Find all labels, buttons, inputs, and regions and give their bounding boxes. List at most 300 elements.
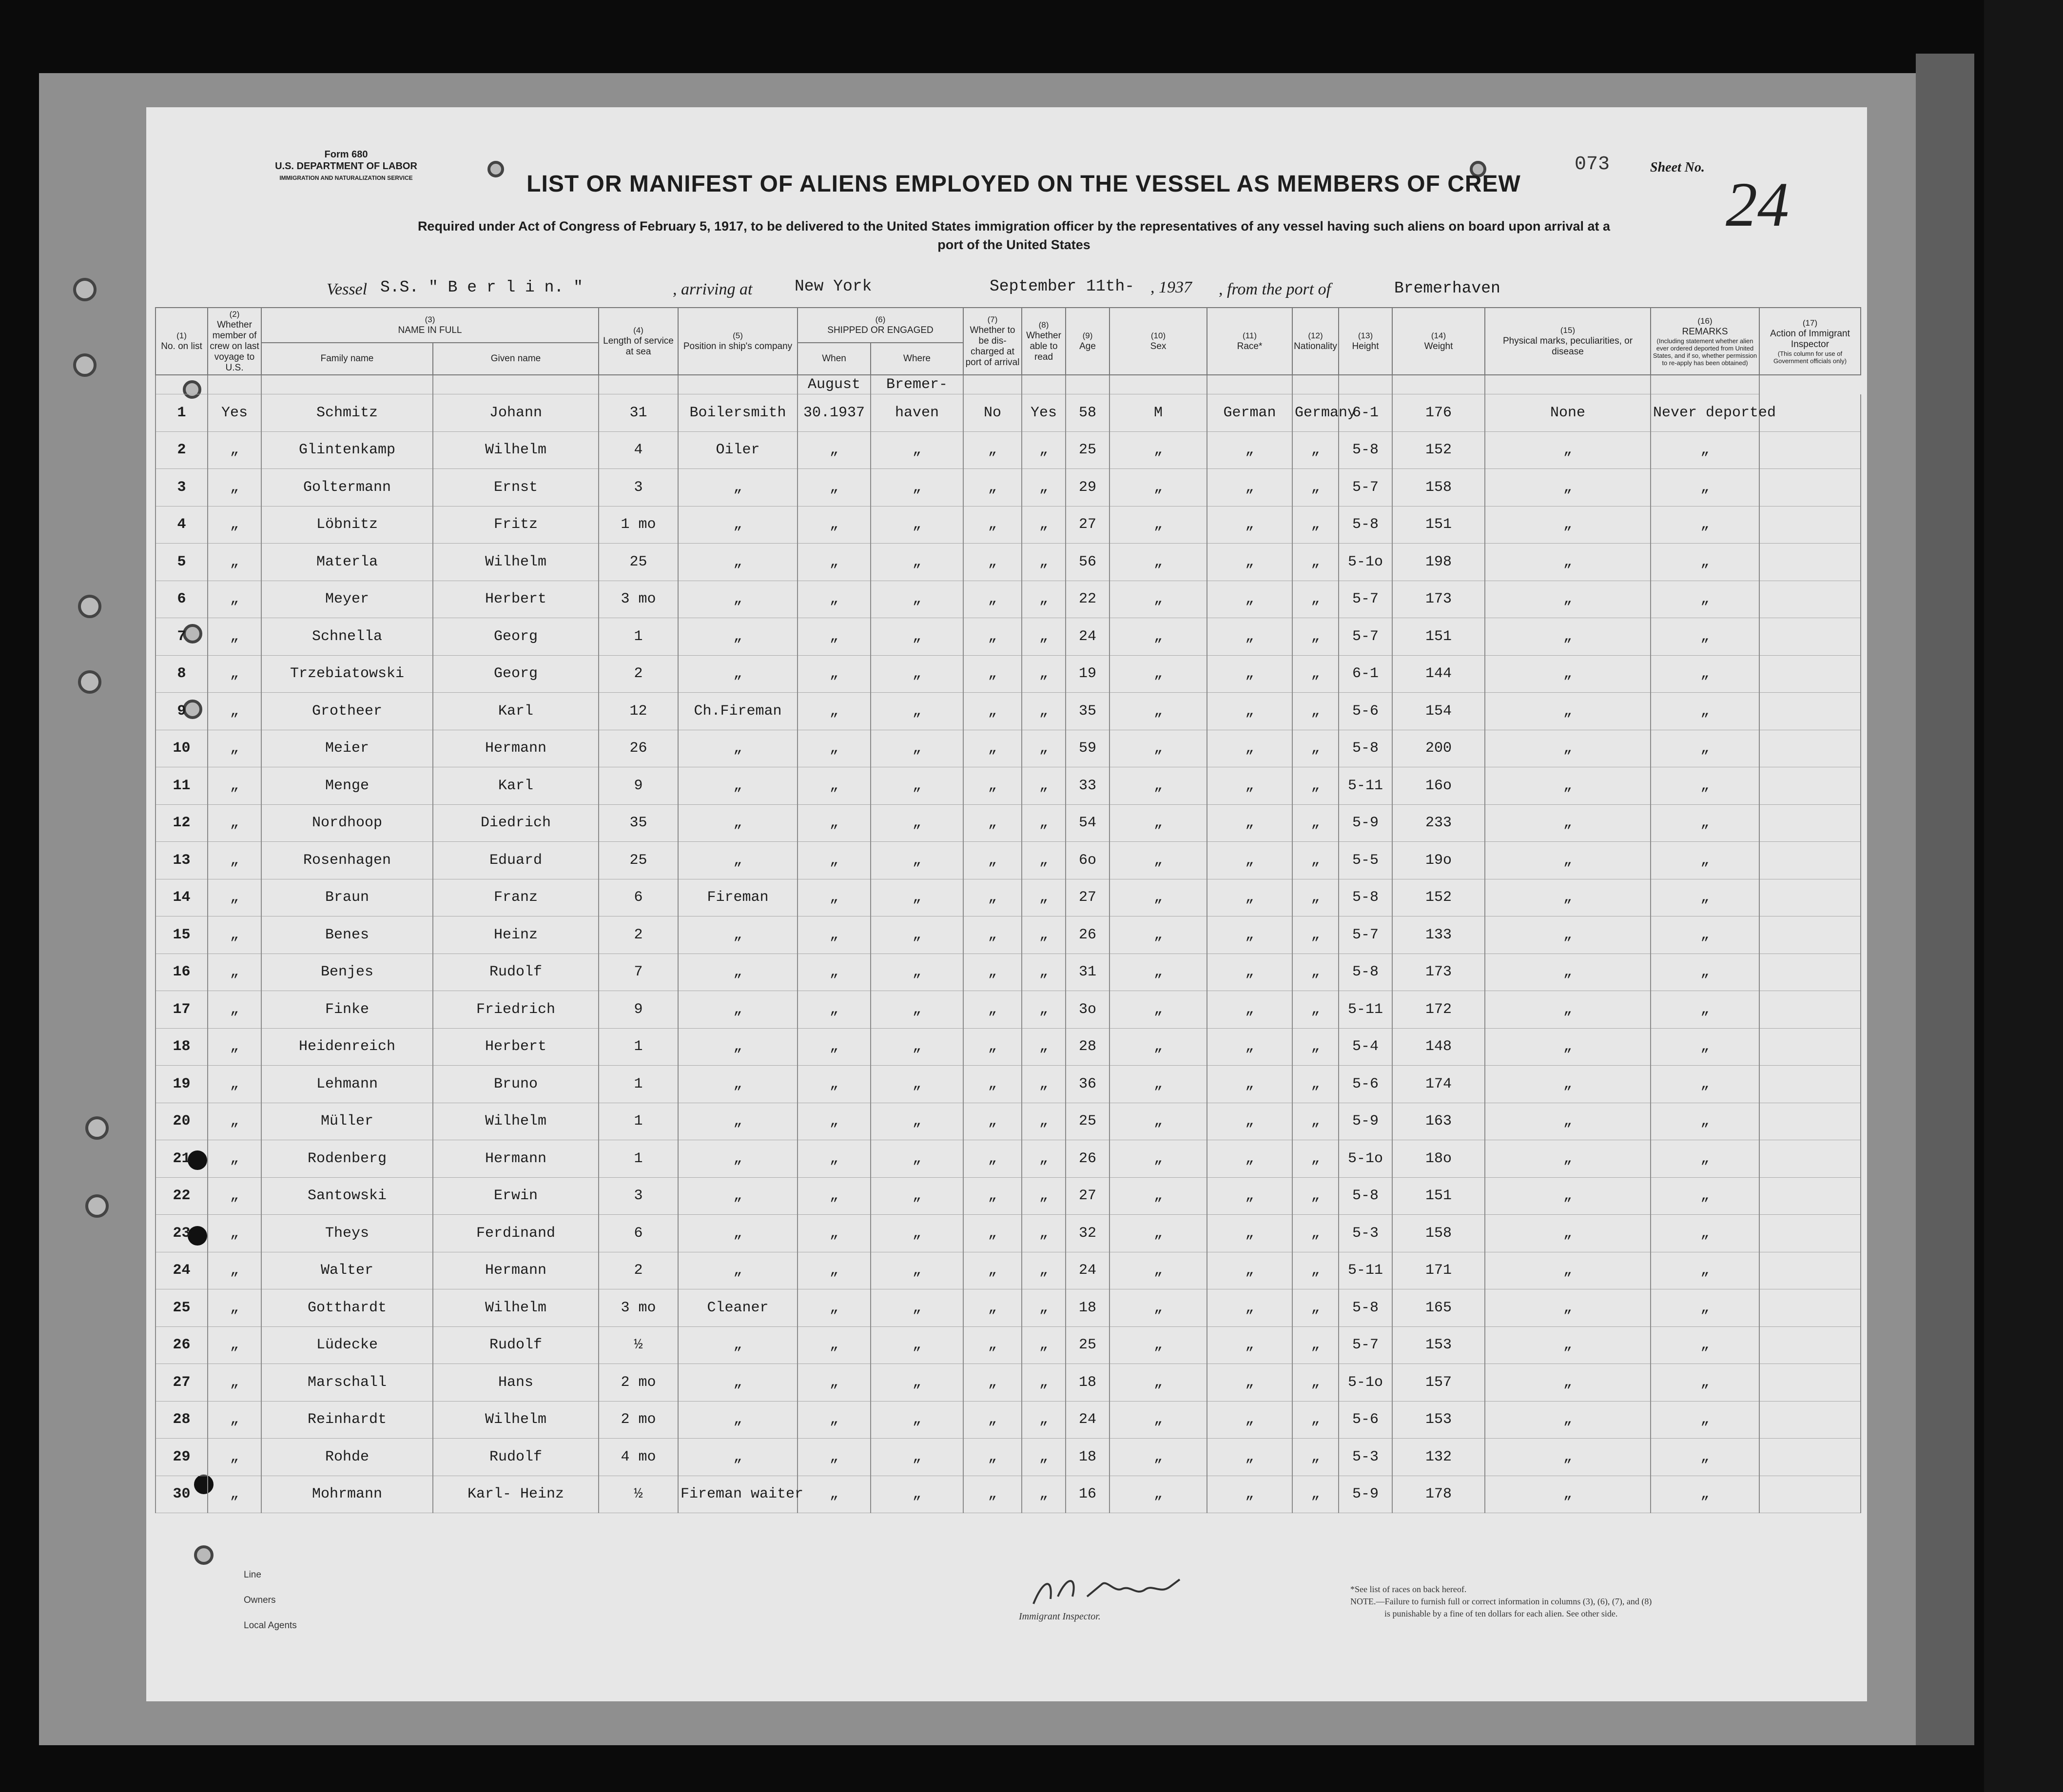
cell-marks: „ — [1485, 1140, 1651, 1178]
cell-no: 29 — [156, 1439, 208, 1476]
cell-disch: „ — [963, 655, 1022, 693]
cell-where: „ — [871, 1289, 963, 1327]
cell-height: 5-1o — [1339, 1140, 1392, 1178]
cell-weight: 153 — [1392, 1401, 1485, 1439]
cell-remarks: „ — [1651, 730, 1759, 767]
cell-where: „ — [871, 1364, 963, 1402]
cell-race: „ — [1207, 1252, 1292, 1289]
cell-given: Johann — [433, 394, 599, 432]
cell-when: „ — [798, 618, 871, 656]
cell-given: Heinz — [433, 916, 599, 954]
cell-remarks: „ — [1651, 1289, 1759, 1327]
cell-prev: „ — [208, 1177, 261, 1215]
cell-disch: „ — [963, 916, 1022, 954]
cell-position: Cleaner — [678, 1289, 798, 1327]
cell-height: 5-8 — [1339, 1177, 1392, 1215]
agents-label: Local Agents — [244, 1620, 297, 1631]
cell-age: 22 — [1066, 581, 1109, 618]
cell-weight: 165 — [1392, 1289, 1485, 1327]
cell-weight: 151 — [1392, 1177, 1485, 1215]
table-row — [156, 991, 1861, 1029]
cell-marks: „ — [1485, 544, 1651, 581]
cell-remarks: „ — [1651, 581, 1759, 618]
cell-prev: „ — [208, 581, 261, 618]
cell-disch: „ — [963, 879, 1022, 916]
cell-sex: „ — [1109, 1177, 1207, 1215]
cell-no: 6 — [156, 581, 208, 618]
cell-height: 6-1 — [1339, 655, 1392, 693]
cell-race: „ — [1207, 1028, 1292, 1066]
cell-no: 23 — [156, 1215, 208, 1252]
cell-no: 14 — [156, 879, 208, 916]
cell-race: „ — [1207, 431, 1292, 469]
cell-weight: 157 — [1392, 1364, 1485, 1402]
cell-given: Hermann — [433, 730, 599, 767]
cell-when: „ — [798, 1177, 871, 1215]
cell-family: Materla — [261, 544, 433, 581]
cell-family: Lüdecke — [261, 1326, 433, 1364]
cell-sex: „ — [1109, 581, 1207, 618]
arrival-year: , 1937 — [1150, 278, 1192, 296]
cell-disch: „ — [963, 581, 1022, 618]
table-row — [156, 954, 1861, 991]
col-header-family-name: Family name — [261, 343, 433, 375]
arrival-date: September 11th- — [990, 277, 1135, 295]
cell-height: 5-11 — [1339, 767, 1392, 805]
cell-sex: „ — [1109, 1066, 1207, 1103]
table-row — [156, 1140, 1861, 1178]
cell-disch: „ — [963, 544, 1022, 581]
table-row — [156, 1364, 1861, 1402]
cell-marks: „ — [1485, 618, 1651, 656]
cell-weight: 151 — [1392, 618, 1485, 656]
cell-no: 7 — [156, 618, 208, 656]
cell-given: Wilhelm — [433, 1103, 599, 1140]
col-header-prev-voyage: (2) Whether member of crew on last voyage to U.S. — [208, 308, 261, 375]
cell-remarks: „ — [1651, 1364, 1759, 1402]
cell-position: Boilersmith — [678, 394, 798, 432]
cell-where: „ — [871, 506, 963, 544]
cell-marks: „ — [1485, 1103, 1651, 1140]
cell-where: „ — [871, 1028, 963, 1066]
cell-family: Gotthardt — [261, 1289, 433, 1327]
cell-remarks: „ — [1651, 544, 1759, 581]
cell-family: Rohde — [261, 1439, 433, 1476]
cell-prev: „ — [208, 431, 261, 469]
cell-height: 5-7 — [1339, 581, 1392, 618]
col-header-where: Where — [871, 343, 963, 375]
cell-family: Rosenhagen — [261, 842, 433, 879]
dark-margin — [1984, 0, 2063, 1792]
cell-race: „ — [1207, 1103, 1292, 1140]
cell-height: 5-6 — [1339, 693, 1392, 730]
cell-sex: „ — [1109, 804, 1207, 842]
cell-action — [1759, 1326, 1861, 1364]
cell-sex: „ — [1109, 916, 1207, 954]
cell-family: Nordhoop — [261, 804, 433, 842]
cell-marks: „ — [1485, 1326, 1651, 1364]
cell-disch: „ — [963, 730, 1022, 767]
cell-height: 5-7 — [1339, 916, 1392, 954]
cell-service: 31 — [599, 394, 678, 432]
cell-marks: „ — [1485, 1215, 1651, 1252]
cell-read: „ — [1022, 954, 1066, 991]
cell-given: Wilhelm — [433, 431, 599, 469]
cell-action — [1759, 1140, 1861, 1178]
cell-nat: „ — [1292, 1326, 1339, 1364]
cell-position: „ — [678, 469, 798, 506]
cell-nat: „ — [1292, 544, 1339, 581]
cell-nat: „ — [1292, 879, 1339, 916]
cell-when: „ — [798, 581, 871, 618]
cell-when: „ — [798, 1140, 871, 1178]
cell-disch: „ — [963, 1252, 1022, 1289]
table-row — [156, 879, 1861, 916]
cell-height: 5-3 — [1339, 1439, 1392, 1476]
cell-prev: „ — [208, 1103, 261, 1140]
cell-no: 3 — [156, 469, 208, 506]
cell-prev: „ — [208, 1289, 261, 1327]
cell-position: „ — [678, 1103, 798, 1140]
cell-sex: „ — [1109, 730, 1207, 767]
cell-action — [1759, 991, 1861, 1029]
cell-family: Meier — [261, 730, 433, 767]
cell-nat: „ — [1292, 1364, 1339, 1402]
cell-remarks: „ — [1651, 991, 1759, 1029]
cell-read: „ — [1022, 544, 1066, 581]
cell-prev: „ — [208, 804, 261, 842]
cell-age: 27 — [1066, 1177, 1109, 1215]
cell-given: Franz — [433, 879, 599, 916]
service: IMMIGRATION AND NATURALIZATION SERVICE — [279, 175, 413, 181]
binder-hole — [78, 595, 101, 618]
manifest-sheet — [146, 107, 1867, 1701]
cell-prev: „ — [208, 991, 261, 1029]
cell-action — [1759, 842, 1861, 879]
cell-prev: „ — [208, 1439, 261, 1476]
cell-when: „ — [798, 1326, 871, 1364]
table-row — [156, 1289, 1861, 1327]
cell-action — [1759, 1476, 1861, 1513]
cell-where: „ — [871, 879, 963, 916]
cell-race: „ — [1207, 1326, 1292, 1364]
cell-race: „ — [1207, 1476, 1292, 1513]
cell-where: „ — [871, 693, 963, 730]
cell-service: 2 mo — [599, 1364, 678, 1402]
cell-family: Grotheer — [261, 693, 433, 730]
cell-disch: „ — [963, 1177, 1022, 1215]
cell-race: German — [1207, 394, 1292, 432]
cell-sex: „ — [1109, 506, 1207, 544]
cell-family: Schnella — [261, 618, 433, 656]
form-header — [258, 149, 434, 184]
cell-weight: 152 — [1392, 431, 1485, 469]
cell-given: Georg — [433, 618, 599, 656]
subtitle — [283, 217, 1745, 254]
cell-service: 2 — [599, 1252, 678, 1289]
cell-prev: „ — [208, 544, 261, 581]
cell-given: Hermann — [433, 1140, 599, 1178]
cell-nat: „ — [1292, 1401, 1339, 1439]
cell-nat: „ — [1292, 730, 1339, 767]
cell-age: 25 — [1066, 431, 1109, 469]
cell-height: 6-1 — [1339, 394, 1392, 432]
cell-no: 20 — [156, 1103, 208, 1140]
col-header-race: (11) Race* — [1207, 308, 1292, 375]
cell-prev: „ — [208, 879, 261, 916]
cell-weight: 19o — [1392, 842, 1485, 879]
cell-read: „ — [1022, 1326, 1066, 1364]
cell-sex: „ — [1109, 431, 1207, 469]
col-header-height: (13) Height — [1339, 308, 1392, 375]
inspector-label: Immigrant Inspector. — [1019, 1611, 1101, 1622]
cell-service: ½ — [599, 1476, 678, 1513]
cell-no: 15 — [156, 916, 208, 954]
col-header-name: (3) NAME IN FULL — [261, 308, 599, 343]
cell-service: 1 — [599, 1028, 678, 1066]
cell-when: „ — [798, 730, 871, 767]
cell-family: Benjes — [261, 954, 433, 991]
cell-action — [1759, 581, 1861, 618]
cell-age: 6o — [1066, 842, 1109, 879]
cell-disch: „ — [963, 1289, 1022, 1327]
cell-marks: „ — [1485, 1476, 1651, 1513]
cell-where: „ — [871, 842, 963, 879]
cell-remarks: „ — [1651, 1028, 1759, 1066]
cell-given: Herbert — [433, 581, 599, 618]
cell-position: Fireman waiter — [678, 1476, 798, 1513]
cell-race: „ — [1207, 916, 1292, 954]
cell-height: 5-6 — [1339, 1066, 1392, 1103]
cell-age: 31 — [1066, 954, 1109, 991]
cell-no: 27 — [156, 1364, 208, 1402]
cell-marks: „ — [1485, 506, 1651, 544]
cell-given: Wilhelm — [433, 544, 599, 581]
cell-family: Walter — [261, 1252, 433, 1289]
table-row — [156, 1028, 1861, 1066]
cell-when: „ — [798, 767, 871, 805]
cell-where: „ — [871, 767, 963, 805]
cell-when: „ — [798, 1439, 871, 1476]
cell-where: „ — [871, 544, 963, 581]
cell-given: Bruno — [433, 1066, 599, 1103]
col-header-read: (8) Whether able to read — [1022, 308, 1066, 375]
cell-age: 25 — [1066, 1103, 1109, 1140]
cell-when: „ — [798, 1215, 871, 1252]
table-row — [156, 655, 1861, 693]
cell-remarks: „ — [1651, 693, 1759, 730]
cell-age: 56 — [1066, 544, 1109, 581]
cell-where: „ — [871, 1215, 963, 1252]
cell-position: „ — [678, 506, 798, 544]
table-row — [156, 394, 1861, 432]
cell-action — [1759, 469, 1861, 506]
cell-action — [1759, 1439, 1861, 1476]
cell-race: „ — [1207, 1177, 1292, 1215]
table-row — [156, 767, 1861, 805]
cell-weight: 148 — [1392, 1028, 1485, 1066]
cell-position: „ — [678, 842, 798, 879]
cell-read: Yes — [1022, 394, 1066, 432]
cell-when: 30.1937 — [798, 394, 871, 432]
cell-age: 33 — [1066, 767, 1109, 805]
cell-service: 1 — [599, 1103, 678, 1140]
cell-marks: „ — [1485, 954, 1651, 991]
cell-remarks: „ — [1651, 767, 1759, 805]
cell-where: „ — [871, 581, 963, 618]
cell-sex: „ — [1109, 1103, 1207, 1140]
cell-where: „ — [871, 991, 963, 1029]
cell-weight: 16o — [1392, 767, 1485, 805]
cell-height: 5-8 — [1339, 879, 1392, 916]
cell-prev: „ — [208, 469, 261, 506]
cell-family: Heidenreich — [261, 1028, 433, 1066]
cell-where: „ — [871, 1326, 963, 1364]
table-row — [156, 1252, 1861, 1289]
cell-weight: 144 — [1392, 655, 1485, 693]
cell-sex: „ — [1109, 842, 1207, 879]
cell-position: „ — [678, 1215, 798, 1252]
table-row — [156, 581, 1861, 618]
cell-given: Eduard — [433, 842, 599, 879]
cell-prev: „ — [208, 842, 261, 879]
cell-given: Hans — [433, 1364, 599, 1402]
punch-hole — [194, 1545, 214, 1565]
cell-height: 5-5 — [1339, 842, 1392, 879]
cell-prev: „ — [208, 1252, 261, 1289]
cell-prev: „ — [208, 1066, 261, 1103]
cell-height: 5-7 — [1339, 469, 1392, 506]
cell-race: „ — [1207, 1289, 1292, 1327]
table-row — [156, 1215, 1861, 1252]
cell-remarks: „ — [1651, 1401, 1759, 1439]
cell-age: 32 — [1066, 1215, 1109, 1252]
form-number: Form 680 — [324, 149, 368, 160]
cell-given: Wilhelm — [433, 1401, 599, 1439]
cell-where: „ — [871, 954, 963, 991]
cell-position: „ — [678, 730, 798, 767]
table-row — [156, 431, 1861, 469]
cell-disch: „ — [963, 1103, 1022, 1140]
cell-race: „ — [1207, 1364, 1292, 1402]
cell-when: „ — [798, 1401, 871, 1439]
cell-disch: „ — [963, 1140, 1022, 1178]
cell-disch: „ — [963, 991, 1022, 1029]
cell-race: „ — [1207, 804, 1292, 842]
cell-marks: „ — [1485, 879, 1651, 916]
cell-weight: 153 — [1392, 1326, 1485, 1364]
cell-action — [1759, 1401, 1861, 1439]
cell-height: 5-9 — [1339, 1103, 1392, 1140]
cell-action — [1759, 804, 1861, 842]
cell-action — [1759, 1066, 1861, 1103]
cell-age: 24 — [1066, 1252, 1109, 1289]
table-row — [156, 1401, 1861, 1439]
cell-remarks: „ — [1651, 1215, 1759, 1252]
cell-no: 28 — [156, 1401, 208, 1439]
cell-no: 25 — [156, 1289, 208, 1327]
cell-age: 27 — [1066, 879, 1109, 916]
cell-given: Erwin — [433, 1177, 599, 1215]
cell-family: Marschall — [261, 1364, 433, 1402]
cell-remarks: „ — [1651, 1140, 1759, 1178]
cell-disch: „ — [963, 954, 1022, 991]
cell-when: „ — [798, 842, 871, 879]
cell-read: „ — [1022, 1215, 1066, 1252]
cell-read: „ — [1022, 581, 1066, 618]
cell-read: „ — [1022, 916, 1066, 954]
cell-age: 18 — [1066, 1289, 1109, 1327]
cell-weight: 198 — [1392, 544, 1485, 581]
cell-given: Rudolf — [433, 1439, 599, 1476]
cell-disch: „ — [963, 506, 1022, 544]
cell-remarks: „ — [1651, 879, 1759, 916]
cell-race: „ — [1207, 618, 1292, 656]
cell-nat: „ — [1292, 842, 1339, 879]
cell-when: „ — [798, 544, 871, 581]
cell-read: „ — [1022, 1103, 1066, 1140]
cell-position: „ — [678, 655, 798, 693]
cell-disch: „ — [963, 693, 1022, 730]
cell-given: Diedrich — [433, 804, 599, 842]
cell-race: „ — [1207, 730, 1292, 767]
col-header-no: (1) No. on list — [156, 308, 208, 375]
cell-read: „ — [1022, 1252, 1066, 1289]
cell-marks: „ — [1485, 804, 1651, 842]
cell-position: Fireman — [678, 879, 798, 916]
cell-no: 13 — [156, 842, 208, 879]
cell-service: 6 — [599, 879, 678, 916]
cell-age: 36 — [1066, 1066, 1109, 1103]
cell-family: Trzebiatowski — [261, 655, 433, 693]
page-title: LIST OR MANIFEST OF ALIENS EMPLOYED ON THE VESSEL AS MEMBERS OF CREW — [526, 171, 1521, 197]
cell-height: 5-8 — [1339, 506, 1392, 544]
col-header-given-name: Given name — [433, 343, 599, 375]
cell-when: „ — [798, 1103, 871, 1140]
cell-disch: „ — [963, 1028, 1022, 1066]
cell-action — [1759, 767, 1861, 805]
cell-disch: „ — [963, 767, 1022, 805]
cell-when: „ — [798, 1476, 871, 1513]
cell-no: 21 — [156, 1140, 208, 1178]
binder-hole — [73, 278, 97, 301]
cell-age: 26 — [1066, 916, 1109, 954]
cell-sex: „ — [1109, 1252, 1207, 1289]
table-row — [156, 804, 1861, 842]
cell-nat: „ — [1292, 469, 1339, 506]
cell-race: „ — [1207, 655, 1292, 693]
cell-nat: „ — [1292, 1252, 1339, 1289]
cell-disch: „ — [963, 1066, 1022, 1103]
cell-sex: „ — [1109, 1289, 1207, 1327]
cell-prev: „ — [208, 954, 261, 991]
cell-read: „ — [1022, 431, 1066, 469]
cell-marks: „ — [1485, 431, 1651, 469]
table-row — [156, 1326, 1861, 1364]
cell-read: „ — [1022, 655, 1066, 693]
col-header-discharged: (7) Whether to be dis-charged at port of arrival — [963, 308, 1022, 375]
cell-read: „ — [1022, 1476, 1066, 1513]
cell-family: Benes — [261, 916, 433, 954]
table-row — [156, 1439, 1861, 1476]
col-header-when: When — [798, 343, 871, 375]
cell-height: 5-1o — [1339, 544, 1392, 581]
cell-age: 27 — [1066, 506, 1109, 544]
cell-read: „ — [1022, 1028, 1066, 1066]
cell-read: „ — [1022, 804, 1066, 842]
cell-nat: „ — [1292, 693, 1339, 730]
cell-prev: „ — [208, 506, 261, 544]
